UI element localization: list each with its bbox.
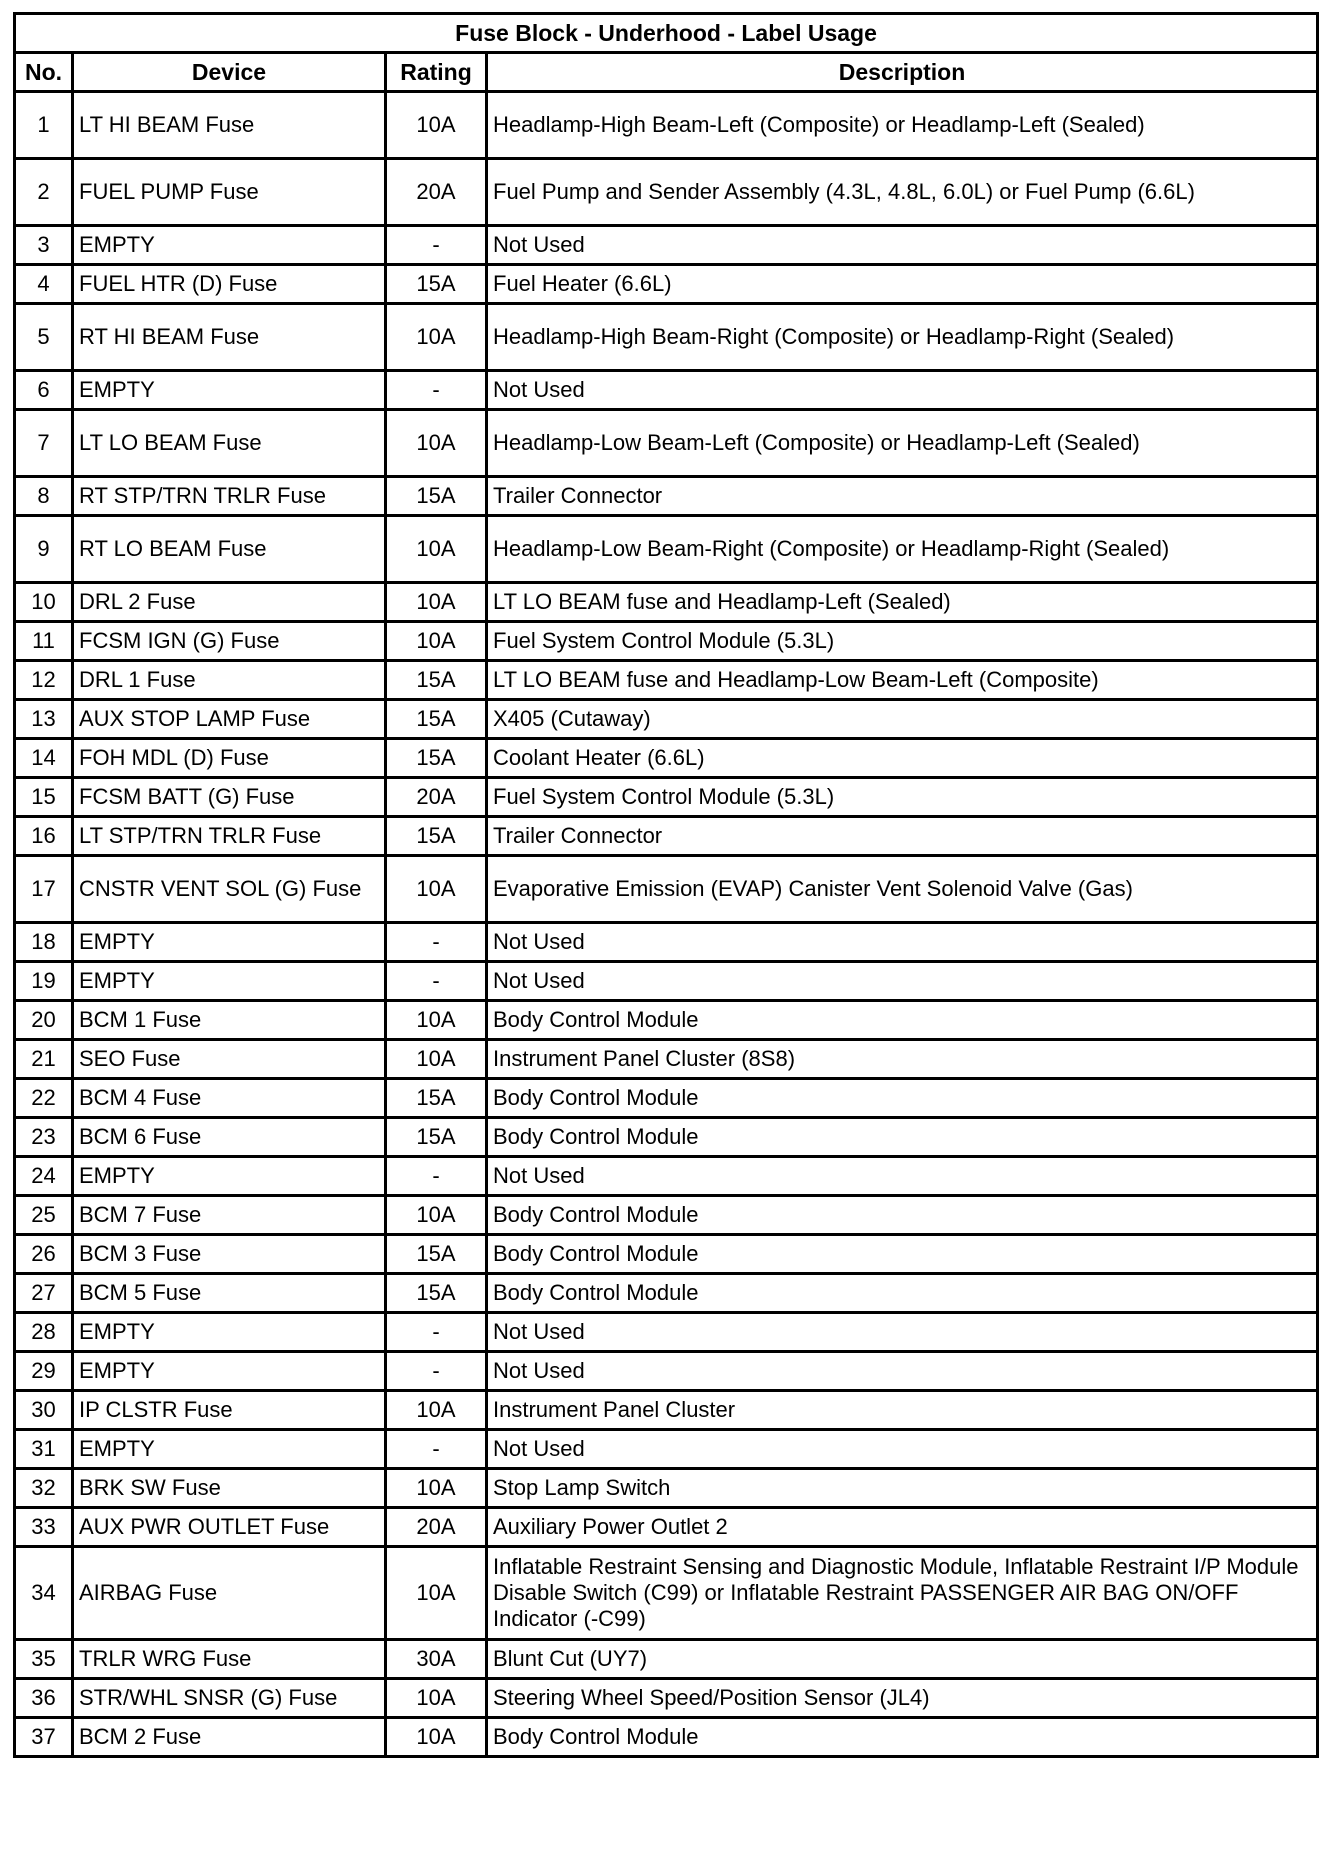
- cell-device: EMPTY: [73, 226, 386, 265]
- cell-description: Fuel Pump and Sender Assembly (4.3L, 4.8L, 6.0L) or Fuel Pump (6.6L): [487, 159, 1318, 226]
- cell-no: 34: [15, 1547, 73, 1640]
- cell-device: RT HI BEAM Fuse: [73, 304, 386, 371]
- cell-no: 12: [15, 661, 73, 700]
- header-description: Description: [487, 53, 1318, 92]
- cell-rating: 10A: [386, 410, 487, 477]
- cell-no: 24: [15, 1157, 73, 1196]
- cell-description: Body Control Module: [487, 1718, 1318, 1757]
- cell-description: Blunt Cut (UY7): [487, 1640, 1318, 1679]
- cell-rating: 10A: [386, 622, 487, 661]
- table-row: [15, 371, 1318, 410]
- table-row: [15, 1430, 1318, 1469]
- cell-device: BCM 2 Fuse: [73, 1718, 386, 1757]
- cell-description: X405 (Cutaway): [487, 700, 1318, 739]
- table-row: [15, 778, 1318, 817]
- cell-device: CNSTR VENT SOL (G) Fuse: [73, 856, 386, 923]
- cell-description: Not Used: [487, 962, 1318, 1001]
- table-row: [15, 962, 1318, 1001]
- cell-no: 30: [15, 1391, 73, 1430]
- cell-rating: -: [386, 226, 487, 265]
- cell-rating: 15A: [386, 661, 487, 700]
- cell-device: BCM 1 Fuse: [73, 1001, 386, 1040]
- cell-device: SEO Fuse: [73, 1040, 386, 1079]
- cell-device: FOH MDL (D) Fuse: [73, 739, 386, 778]
- cell-no: 13: [15, 700, 73, 739]
- cell-description: Fuel System Control Module (5.3L): [487, 778, 1318, 817]
- cell-no: 8: [15, 477, 73, 516]
- cell-rating: 10A: [386, 1001, 487, 1040]
- cell-description: Not Used: [487, 1352, 1318, 1391]
- cell-rating: 15A: [386, 1274, 487, 1313]
- cell-rating: 20A: [386, 778, 487, 817]
- cell-device: BCM 4 Fuse: [73, 1079, 386, 1118]
- header-no: No.: [15, 53, 73, 92]
- cell-rating: 20A: [386, 159, 487, 226]
- cell-description: Body Control Module: [487, 1001, 1318, 1040]
- cell-description: Not Used: [487, 1157, 1318, 1196]
- cell-rating: -: [386, 1313, 487, 1352]
- cell-no: 5: [15, 304, 73, 371]
- cell-rating: 10A: [386, 1196, 487, 1235]
- cell-no: 22: [15, 1079, 73, 1118]
- table-row: [15, 1079, 1318, 1118]
- fuse-label-table: [13, 12, 1319, 1758]
- cell-description: LT LO BEAM fuse and Headlamp-Low Beam-Left (Composite): [487, 661, 1318, 700]
- cell-no: 31: [15, 1430, 73, 1469]
- cell-rating: -: [386, 923, 487, 962]
- table-row: [15, 661, 1318, 700]
- cell-description: Headlamp-Low Beam-Left (Composite) or Headlamp-Left (Sealed): [487, 410, 1318, 477]
- cell-description: Body Control Module: [487, 1196, 1318, 1235]
- cell-description: LT LO BEAM fuse and Headlamp-Left (Sealed): [487, 583, 1318, 622]
- cell-no: 25: [15, 1196, 73, 1235]
- table-row: [15, 304, 1318, 371]
- cell-description: Not Used: [487, 226, 1318, 265]
- header-device: Device: [73, 53, 386, 92]
- cell-rating: 10A: [386, 856, 487, 923]
- cell-description: Coolant Heater (6.6L): [487, 739, 1318, 778]
- cell-description: Auxiliary Power Outlet 2: [487, 1508, 1318, 1547]
- cell-no: 4: [15, 265, 73, 304]
- cell-no: 18: [15, 923, 73, 962]
- cell-description: Evaporative Emission (EVAP) Canister Vent Solenoid Valve (Gas): [487, 856, 1318, 923]
- cell-no: 17: [15, 856, 73, 923]
- cell-device: STR/WHL SNSR (G) Fuse: [73, 1679, 386, 1718]
- cell-device: FCSM IGN (G) Fuse: [73, 622, 386, 661]
- cell-rating: 10A: [386, 583, 487, 622]
- cell-rating: -: [386, 962, 487, 1001]
- cell-description: Stop Lamp Switch: [487, 1469, 1318, 1508]
- cell-no: 27: [15, 1274, 73, 1313]
- cell-rating: 10A: [386, 1469, 487, 1508]
- cell-description: Fuel System Control Module (5.3L): [487, 622, 1318, 661]
- cell-rating: 10A: [386, 92, 487, 159]
- cell-description: Body Control Module: [487, 1274, 1318, 1313]
- cell-device: AUX STOP LAMP Fuse: [73, 700, 386, 739]
- cell-device: EMPTY: [73, 371, 386, 410]
- cell-device: EMPTY: [73, 923, 386, 962]
- table-row: [15, 700, 1318, 739]
- cell-description: Not Used: [487, 923, 1318, 962]
- header-rating: Rating: [386, 53, 487, 92]
- cell-device: EMPTY: [73, 1313, 386, 1352]
- cell-description: Body Control Module: [487, 1079, 1318, 1118]
- table-row: [15, 739, 1318, 778]
- table-row: [15, 1040, 1318, 1079]
- cell-no: 29: [15, 1352, 73, 1391]
- table-row: [15, 410, 1318, 477]
- cell-rating: 10A: [386, 1679, 487, 1718]
- cell-device: DRL 1 Fuse: [73, 661, 386, 700]
- cell-description: Body Control Module: [487, 1235, 1318, 1274]
- table-row: [15, 1352, 1318, 1391]
- cell-no: 32: [15, 1469, 73, 1508]
- cell-no: 16: [15, 817, 73, 856]
- cell-rating: 30A: [386, 1640, 487, 1679]
- cell-description: Headlamp-High Beam-Left (Composite) or Headlamp-Left (Sealed): [487, 92, 1318, 159]
- cell-no: 6: [15, 371, 73, 410]
- cell-device: FUEL PUMP Fuse: [73, 159, 386, 226]
- cell-no: 20: [15, 1001, 73, 1040]
- cell-rating: -: [386, 1157, 487, 1196]
- cell-description: Inflatable Restraint Sensing and Diagnostic Module, Inflatable Restraint I/P Module Disable Switch (C99) or Inflatable Restraint PASSENGER AIR BAG ON/OFF Indicator (-C99): [487, 1547, 1318, 1640]
- cell-rating: 10A: [386, 304, 487, 371]
- table-row: [15, 1391, 1318, 1430]
- cell-device: EMPTY: [73, 1157, 386, 1196]
- cell-device: BCM 6 Fuse: [73, 1118, 386, 1157]
- cell-description: Not Used: [487, 1313, 1318, 1352]
- table-row: [15, 516, 1318, 583]
- cell-device: FUEL HTR (D) Fuse: [73, 265, 386, 304]
- cell-rating: 15A: [386, 817, 487, 856]
- cell-no: 9: [15, 516, 73, 583]
- cell-description: Fuel Heater (6.6L): [487, 265, 1318, 304]
- table-row: [15, 1679, 1318, 1718]
- cell-no: 14: [15, 739, 73, 778]
- cell-rating: 15A: [386, 477, 487, 516]
- table-title: Fuse Block - Underhood - Label Usage: [15, 14, 1318, 53]
- cell-no: 19: [15, 962, 73, 1001]
- cell-rating: -: [386, 1430, 487, 1469]
- cell-description: Not Used: [487, 1430, 1318, 1469]
- cell-rating: 15A: [386, 1118, 487, 1157]
- cell-no: 15: [15, 778, 73, 817]
- cell-device: FCSM BATT (G) Fuse: [73, 778, 386, 817]
- table-row: [15, 1547, 1318, 1640]
- table-row: [15, 1640, 1318, 1679]
- cell-description: Trailer Connector: [487, 477, 1318, 516]
- cell-device: EMPTY: [73, 1430, 386, 1469]
- table-row: [15, 1235, 1318, 1274]
- cell-rating: -: [386, 371, 487, 410]
- cell-rating: 10A: [386, 516, 487, 583]
- cell-description: Instrument Panel Cluster: [487, 1391, 1318, 1430]
- table-row: [15, 817, 1318, 856]
- cell-device: LT STP/TRN TRLR Fuse: [73, 817, 386, 856]
- cell-no: 33: [15, 1508, 73, 1547]
- cell-device: AIRBAG Fuse: [73, 1547, 386, 1640]
- cell-device: BCM 7 Fuse: [73, 1196, 386, 1235]
- table-row: [15, 1274, 1318, 1313]
- cell-no: 26: [15, 1235, 73, 1274]
- table-row: [15, 265, 1318, 304]
- cell-description: Body Control Module: [487, 1118, 1318, 1157]
- cell-device: BCM 5 Fuse: [73, 1274, 386, 1313]
- table-row: [15, 622, 1318, 661]
- cell-device: BCM 3 Fuse: [73, 1235, 386, 1274]
- cell-device: LT LO BEAM Fuse: [73, 410, 386, 477]
- cell-device: AUX PWR OUTLET Fuse: [73, 1508, 386, 1547]
- cell-no: 2: [15, 159, 73, 226]
- cell-rating: 15A: [386, 1079, 487, 1118]
- cell-rating: 15A: [386, 700, 487, 739]
- cell-no: 36: [15, 1679, 73, 1718]
- cell-no: 35: [15, 1640, 73, 1679]
- cell-rating: 15A: [386, 1235, 487, 1274]
- table-row: [15, 1118, 1318, 1157]
- table-row: [15, 1313, 1318, 1352]
- cell-rating: -: [386, 1352, 487, 1391]
- table-row: [15, 583, 1318, 622]
- cell-device: LT HI BEAM Fuse: [73, 92, 386, 159]
- cell-rating: 10A: [386, 1547, 487, 1640]
- cell-device: RT STP/TRN TRLR Fuse: [73, 477, 386, 516]
- table-row: [15, 1196, 1318, 1235]
- cell-rating: 10A: [386, 1718, 487, 1757]
- cell-no: 11: [15, 622, 73, 661]
- cell-device: DRL 2 Fuse: [73, 583, 386, 622]
- cell-device: RT LO BEAM Fuse: [73, 516, 386, 583]
- cell-description: Headlamp-Low Beam-Right (Composite) or Headlamp-Right (Sealed): [487, 516, 1318, 583]
- cell-no: 7: [15, 410, 73, 477]
- table-row: [15, 92, 1318, 159]
- cell-description: Instrument Panel Cluster (8S8): [487, 1040, 1318, 1079]
- cell-rating: 10A: [386, 1040, 487, 1079]
- cell-rating: 15A: [386, 265, 487, 304]
- cell-device: EMPTY: [73, 1352, 386, 1391]
- cell-no: 28: [15, 1313, 73, 1352]
- cell-no: 10: [15, 583, 73, 622]
- table-row: [15, 1157, 1318, 1196]
- table-row: [15, 159, 1318, 226]
- cell-device: TRLR WRG Fuse: [73, 1640, 386, 1679]
- cell-rating: 20A: [386, 1508, 487, 1547]
- table-row: [15, 1469, 1318, 1508]
- cell-device: EMPTY: [73, 962, 386, 1001]
- table-row: [15, 477, 1318, 516]
- cell-no: 3: [15, 226, 73, 265]
- table-row: [15, 1001, 1318, 1040]
- table-row: [15, 856, 1318, 923]
- cell-description: Headlamp-High Beam-Right (Composite) or Headlamp-Right (Sealed): [487, 304, 1318, 371]
- cell-description: Trailer Connector: [487, 817, 1318, 856]
- cell-no: 23: [15, 1118, 73, 1157]
- table-row: [15, 1508, 1318, 1547]
- cell-no: 21: [15, 1040, 73, 1079]
- cell-device: IP CLSTR Fuse: [73, 1391, 386, 1430]
- cell-description: Steering Wheel Speed/Position Sensor (JL4): [487, 1679, 1318, 1718]
- table-row: [15, 923, 1318, 962]
- cell-device: BRK SW Fuse: [73, 1469, 386, 1508]
- cell-no: 1: [15, 92, 73, 159]
- cell-description: Not Used: [487, 371, 1318, 410]
- cell-rating: 15A: [386, 739, 487, 778]
- table-row: [15, 1718, 1318, 1757]
- cell-rating: 10A: [386, 1391, 487, 1430]
- table-row: [15, 226, 1318, 265]
- cell-no: 37: [15, 1718, 73, 1757]
